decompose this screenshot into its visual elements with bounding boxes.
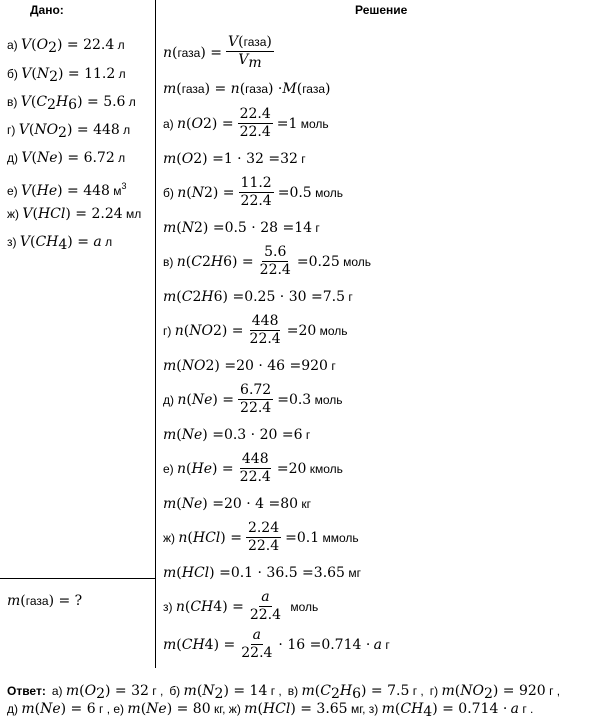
given-line-a: а) $V(O_2) = 22.4$ л xyxy=(7,37,125,56)
given-line-d: г) $V(NO_2) = 448$ л xyxy=(7,122,131,141)
step-a-mass: m ( O 2 ) = 1 · 32 = 32 г xyxy=(163,151,306,167)
given-line-c: в) $V(C_2H_6) = 5.6$ л xyxy=(7,94,136,113)
find-line: m(газа) = ? xyxy=(7,593,83,609)
step-a-moles: а) n ( O 2 ) = $\frac{22.4}{22.4}$ = 1 моль xyxy=(163,106,329,140)
given-line-f: е) V(He) = 448 $м^3$ xyxy=(7,181,127,199)
step-c-moles: в) n ( C 2 H 6 ) = $\frac{5.6}{22.4}$ = 0.25 моль xyxy=(163,244,371,278)
answer-line-2: д) m(Ne) = 6 г , е) m(Ne) = 80 кг, ж) m(HCl) = 3.65 мг, з) $m(CH_4) = 0.714 \cdot a$ г . xyxy=(7,701,534,720)
step-f-mass: m ( Ne ) = 20 · 4 = 80 кг xyxy=(163,496,312,512)
step-d-mass: m ( NO 2 ) = 20 · 46 = 920 г xyxy=(163,358,336,374)
given-line-g: ж) V(HCl) = 2.24 мл xyxy=(7,206,142,222)
given-line-b: б) $V(N_2) = 11.2$ л xyxy=(7,66,126,85)
step-d-moles: г) n ( NO 2 ) = $\frac{448}{22.4}$ = 20 моль xyxy=(163,313,348,347)
step-h-moles: з) n ( CH 4 ) = $\frac{a}{22.4}$ моль xyxy=(163,589,319,623)
step-e-moles: д) n ( Ne ) = $\frac{6.72}{22.4}$ = 0.3 моль xyxy=(163,382,343,416)
step-g-mass: m ( HCl ) = 0.1 · 36.5 = 3.65 мг xyxy=(163,565,361,581)
solution-header: Решение xyxy=(355,3,408,17)
step-b-mass: m ( N 2 ) = 0.5 · 28 = 14 г xyxy=(163,220,320,236)
formula-moles: n ( газа ) = V(газа) $V_m$ xyxy=(163,34,272,71)
given-line-h: з) $V(CH_4) = a$ л xyxy=(7,234,113,253)
formula-mass: m ( газа ) = n ( газа ) · M ( газа ) xyxy=(163,81,331,97)
given-line-e: д) V(Ne) = 6.72 л xyxy=(7,150,126,166)
find-divider xyxy=(0,578,155,579)
given-header: Дано: xyxy=(30,3,64,17)
step-e-mass: m ( Ne ) = 0.3 · 20 = 6 г xyxy=(163,427,311,443)
answer-label: Ответ: xyxy=(7,684,46,698)
step-g-moles: ж) n ( HCl ) = $\frac{2.24}{22.4}$ = 0.1 ммоль xyxy=(163,520,359,554)
answer-line-1: Ответ: а) $m(O_2) = 32$ г , б) $m(N_2) = 14$ г , в) $m(C_2H_6) = 7.5$ г , г) $m(NO_2) = 920$ г , xyxy=(7,683,561,702)
step-f-moles: е) n ( He ) = $\frac{448}{22.4}$ = 20 кмоль xyxy=(163,451,343,485)
step-h-mass: m ( CH 4 ) = $\frac{a}{22.4}$ · 16 = 0.714 · a г xyxy=(163,627,390,661)
column-divider xyxy=(155,0,156,668)
step-b-moles: б) n ( N 2 ) = $\frac{11.2}{22.4}$ = 0.5 моль xyxy=(163,175,343,209)
step-c-mass: m ( C 2 H 6 ) = 0.25 · 30 = 7.5 г xyxy=(163,289,353,305)
